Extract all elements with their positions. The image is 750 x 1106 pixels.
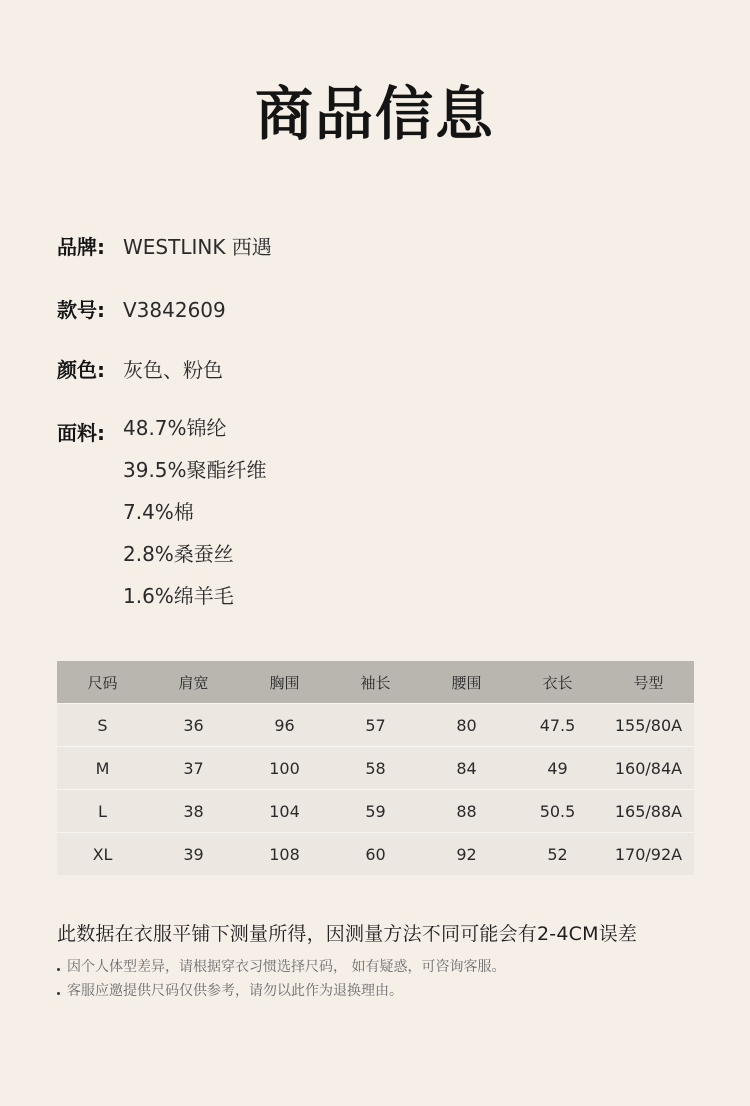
header-bust: 胸围 xyxy=(239,661,330,704)
note-text: 因个人体型差异，请根据穿衣习惯选择尺码， 如有疑惑，可咨询客服。 xyxy=(67,959,506,975)
fabric-item: 1.6%绵羊毛 xyxy=(123,584,234,608)
table-cell: 88 xyxy=(421,790,512,833)
table-cell: 52 xyxy=(512,833,603,876)
table-header-row xyxy=(57,661,694,704)
table-cell: 92 xyxy=(421,833,512,876)
table-cell: S xyxy=(57,704,148,747)
table-cell: 84 xyxy=(421,747,512,790)
header-shoulder: 肩宽 xyxy=(148,661,239,704)
table-cell: 96 xyxy=(239,704,330,747)
brand-value: WESTLINK 西遇 xyxy=(123,235,272,259)
table-cell: 155/80A xyxy=(603,704,694,747)
header-fit: 号型 xyxy=(603,661,694,704)
table-cell: 80 xyxy=(421,704,512,747)
fabric-label: 面料: xyxy=(57,421,105,445)
table-cell: 165/88A xyxy=(603,790,694,833)
fabric-item: 7.4%棉 xyxy=(123,500,194,524)
table-cell: 37 xyxy=(148,747,239,790)
table-cell: M xyxy=(57,747,148,790)
table-cell: 38 xyxy=(148,790,239,833)
table-cell: 108 xyxy=(239,833,330,876)
page-title: 商品信息 xyxy=(254,80,495,148)
note-item xyxy=(57,980,403,1000)
note-text: 客服应邀提供尺码仅供参考，请勿以此作为退换理由。 xyxy=(67,983,403,999)
style-number-row xyxy=(57,294,226,323)
style-number-label: 款号: xyxy=(57,298,105,322)
note-item xyxy=(57,956,505,976)
size-chart-table xyxy=(57,661,694,875)
table-row xyxy=(57,790,694,833)
brand-label: 品牌: xyxy=(57,235,105,259)
table-cell: XL xyxy=(57,833,148,876)
table-cell: L xyxy=(57,790,148,833)
table-cell: 104 xyxy=(239,790,330,833)
fabric-item: 2.8%桑蚕丝 xyxy=(123,542,234,566)
table-row xyxy=(57,833,694,876)
color-value: 灰色、粉色 xyxy=(123,358,223,382)
table-row xyxy=(57,747,694,790)
bullet-dot-icon xyxy=(57,992,60,995)
table-cell: 36 xyxy=(148,704,239,747)
table-cell: 47.5 xyxy=(512,704,603,747)
brand-row xyxy=(57,231,272,260)
measurement-note: 此数据在衣服平铺下测量所得，因测量方法不同可能会有2-4CM误差 xyxy=(57,923,638,945)
fabric-item: 48.7%锦纶 xyxy=(123,416,227,440)
header-length: 衣长 xyxy=(512,661,603,704)
table-cell: 58 xyxy=(330,747,421,790)
table-cell: 49 xyxy=(512,747,603,790)
fabric-list xyxy=(123,407,267,617)
style-number-value: V3842609 xyxy=(123,298,226,322)
header-waist: 腰围 xyxy=(421,661,512,704)
table-cell: 39 xyxy=(148,833,239,876)
table-cell: 50.5 xyxy=(512,790,603,833)
fabric-item: 39.5%聚酯纤维 xyxy=(123,458,267,482)
table-row xyxy=(57,704,694,747)
table-cell: 59 xyxy=(330,790,421,833)
table-cell: 60 xyxy=(330,833,421,876)
table-cell: 170/92A xyxy=(603,833,694,876)
table-cell: 160/84A xyxy=(603,747,694,790)
bullet-dot-icon xyxy=(57,968,60,971)
header-sleeve: 袖长 xyxy=(330,661,421,704)
fabric-row xyxy=(57,417,123,446)
header-size: 尺码 xyxy=(57,661,148,704)
table-cell: 100 xyxy=(239,747,330,790)
table-cell: 57 xyxy=(330,704,421,747)
color-label: 颜色: xyxy=(57,358,105,382)
color-row xyxy=(57,354,223,383)
